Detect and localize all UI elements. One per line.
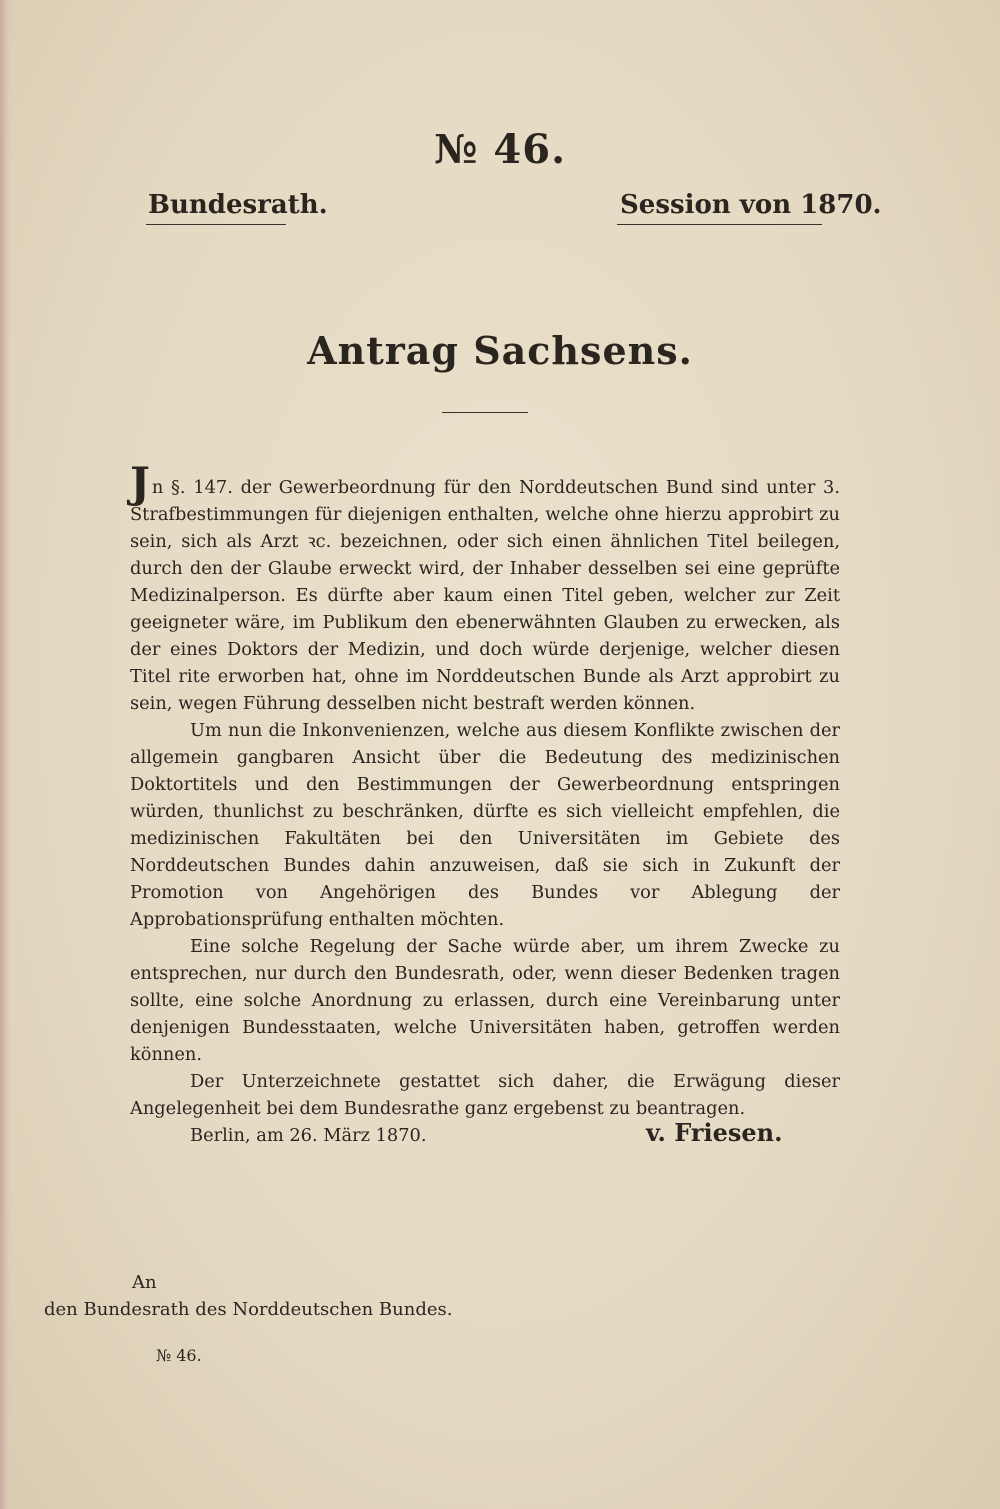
title-divider: [442, 412, 528, 413]
header-left-underline: [146, 224, 286, 225]
page-edge-shading: [0, 0, 10, 1509]
paragraph-1: [130, 458, 840, 717]
paragraph-4: Der Unterzeichnete gestattet sich daher, die Erwägung dieser Angelegenheit bei dem Bundesrathe ganz ergebenst zu beantragen.: [130, 1071, 840, 1119]
header-left: Bundesrath.: [148, 190, 328, 220]
document-title: Antrag Sachsens.: [307, 328, 693, 373]
paragraph-3: Eine solche Regelung der Sache würde aber, um ihrem Zwecke zu entsprechen, nur durch den Bundesrath, oder, wenn dieser Bedenken tragen sollte, eine solche Anordnung zu erlassen, durch eine Vereinbarung unter denjenigen Bundesstaaten, welche Universitäten haben, getroffen werden können.: [130, 936, 840, 1065]
paragraph-1-text: n §. 147. der Gewerbeordnung für den Norddeutschen Bund sind unter 3. Strafbestimmungen für diejenigen enthalten, welche ohne hierzu approbirt zu sein, sich als Arzt ꝛc. bezeichnen, oder sich einen ähnlichen Titel beilegen, durch den der Glaube erweckt wird, der Inhaber desselben sei eine geprüfte Medizinalperson. Es dürfte aber kaum einen Titel geben, welcher zur Zeit geeigneter wäre, im Publikum den ebenerwähnten Glauben zu erwecken, als der eines Doktors der Medizin, und doch würde derjenige, welcher diesen Titel rite erworben hat, ohne im Norddeutschen Bunde als Arzt approbirt zu sein, wegen Führung desselben nicht bestraft werden können.: [130, 477, 840, 714]
footer-number: № 46.: [156, 1346, 202, 1365]
drop-cap: J: [130, 458, 150, 507]
header-right-underline: [617, 224, 822, 225]
paragraph-2: Um nun die Inkonvenienzen, welche aus diesem Konflikte zwischen der allgemein gangbaren Ansicht über die Bedeutung des medizinischen Doktortitels und den Bestimmungen der Gewerbeordnung entspringen würden, thunlichst zu beschränken, dürfte es sich vielleicht empfehlen, die medizinischen Fakultäten bei den Universitäten im Gebiete des Norddeutschen Bundes dahin anzuweisen, daß sie sich in Zukunft der Promotion von Angehörigen des Bundes vor Ablegung der Approbationsprüfung enthalten möchten.: [130, 720, 840, 930]
date-line: Berlin, am 26. März 1870.: [190, 1125, 427, 1146]
address-line-2: den Bundesrath des Norddeutschen Bundes.: [44, 1299, 453, 1320]
address-line-1: An: [132, 1272, 157, 1293]
body-text: [130, 458, 840, 1149]
document-number: № 46.: [434, 126, 566, 173]
header-right: Session von 1870.: [620, 190, 882, 220]
signature: v. Friesen.: [646, 1118, 783, 1147]
